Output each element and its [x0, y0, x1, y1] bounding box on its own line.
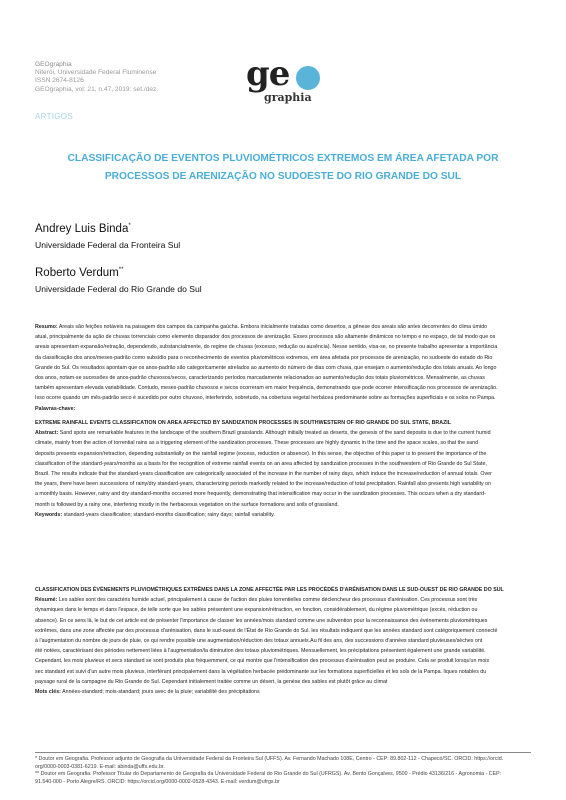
journal-name: GEOgraphia [35, 61, 72, 68]
resume-line: absence). En ce sens là, le but de cet article est de présenter l'importance de classer les années/mois standard comme une subvention pour la reconnaissance des événements pluviométriques [35, 617, 488, 624]
abstract-line: classification of the standard-years/months as a basis for the recognition of extreme rainfall events on an area affected by sandization processes in the southwestern of Rio Grande do Sul State, [35, 460, 487, 467]
footnote-line: 91.540-000 - Porto Alegre/RS. ORCID: https://orcid.org/0000-0002-0528-4343. E-mail: verdum@ufrgs.br [35, 778, 280, 785]
resume-line: à l'augmentation du nombre de jours de pluie, ce qui rendre possible une augmentation/réduction des totaux annuels.Au fil des ans, des successions d'années standard pluvieuses/sèches ont [35, 638, 483, 645]
article-title [50, 150, 516, 186]
resume-line: dynamiques dans le temps et dans l'espace, de telle sorte que les sables présentent une expansion/rétraction, en fonction, considérablement, du régime pluviométrique (excès, réduction ou [35, 607, 478, 614]
resume-line: Résumé: Les sables sont des caractéris humide actuel, principalement à cause de l'action des pluies torrentielles comme déclencheur des processus d'arénisation. Ces processus sont très [35, 597, 478, 604]
resume-line: sec standard est suivi d'un autre mois pluvieux, interférant principalement dans la végétation herbacée prédominante sur les formations superficielles et les sols de la Pampa. liques notables du [35, 668, 487, 675]
resume-line: été notées, caractérisant des périodes nettement liées à l'augmentation/la diminution des totaux pluviométriques. Mensuellement, les précipitations présentent également une grande variabilité. [35, 648, 486, 655]
abstract-line: Abstract: Sand spots are remarkable features in the landscape of the southern Brazil grasslands. Although initially treated as deserts, the genesis of the sand deposits is due to the current humid [35, 430, 491, 437]
resumo-section [35, 322, 531, 414]
section-label: ARTIGOS [35, 112, 73, 121]
footnote-line: ** Doutor em Geografia. Professor Titular do Departamento de Geografia da Universidade Federal do Rio Grande do Sul (UFRGS). Av. Bento Gonçalves, 9500 - Prédio 43136/216 - Agronomia - CEP: [35, 771, 502, 778]
abstract-section [35, 418, 531, 520]
journal-publisher: Niterói, Universidade Federal Fluminense [35, 69, 157, 77]
author-affiliation: Universidade Federal da Fronteira Sul [35, 240, 181, 250]
logo-sub-text: graphia [264, 91, 312, 104]
resume-label: Résumé: [35, 597, 58, 604]
keywords-label: Keywords: [35, 511, 63, 518]
resumo-keywords [35, 404, 531, 414]
author-block-2 [35, 267, 202, 294]
author-name: Andrey Luis Binda* [35, 223, 131, 235]
resumo-line: da classificação dos anos/meses-padrão como subsídio para o reconhecimento de eventos pluviométricos extremos, em área afetada por processos de arenização, no sudoeste do estado do Rio [35, 354, 493, 361]
resumo-line: atual, principalmente da ação de chuvas torrenciais como elemento disparador dos processos de arenização. Esses processos são altamente dinâmicos no tempo e no espaço, de tal modo que os [35, 334, 496, 341]
logo-circle-icon [296, 66, 320, 90]
resumo-line: dos anos, notam-se sucessões de anos-padrão chuvosos/secos, caracterizando períodos marcadamente relacionados ao aumento/redução dos totais pluviométricos. Mensalmente, as chuvas [35, 375, 485, 382]
abstract-heading: EXTREME RAINFALL EVENTS CLASSIFICATION ON AREA AFFECTED BY SANDIZATION PROCESSES IN SOUTHWESTERN OF RIO GRANDE DO SUL STATE, BRAZIL [35, 420, 452, 426]
resume-line: paysage rural de la campagne du Rio Grande do Sul. Cependant initialement traitée comme un désert, la genèse des sables est plutôt grâce au climat [35, 678, 388, 685]
resumo-line: também apresentam elevada variabilidade. Contudo, meses-padrão chuvosos e secos ocorreram em maior frequência, demonstrando que pode ocorrer intensificação nos processos de arenização. [35, 385, 498, 392]
abstract-line: month is followed by a rainy one, interfering mostly in the herbaceous vegetation on the surface formations and soils of grassland. [35, 501, 339, 508]
journal-issn: ISSN 2674-8126 [35, 77, 84, 85]
footnote-line: org/0000-0003-0381-6219. E-mail: abinda@uffs.edu.br. [35, 763, 165, 770]
logo-main-text: ge [246, 54, 290, 94]
resumo-line: Resumo: Areais são feições notáveis na paisagem dos campos da campanha gaúcha. Embora inicialmente tratadas como desertos, a gênese dos areais são antes decorrentes do clima úmido [35, 324, 487, 330]
resumo-line: Isso ocorre quando um mês-padrão seco é sucedido por outro chuvoso, interferindo, sobretudo, na cobertura vegetal herbácea predominante sobre as formações superficiais e os solos no Pampa. [35, 395, 496, 402]
author-mark: * [128, 223, 131, 230]
abstract-keywords: Keywords: standard-years classification; standard-months classification; rainy days; rainfall variability. [35, 511, 275, 518]
author-name: Roberto Verdum** [35, 267, 124, 279]
footnote-line: * Doutor em Geografia. Professor adjunto de Geografia da Universidade Federal da Fronteira Sul (UFFS). Av. Fernando Machado 108E, Centro - CEP: 89.802-112 - Chapecó/SC. ORCID: https://orcid. [35, 756, 504, 762]
abstract-line: Brazil. The results indicate that the standard-years classification are categorically associated of the increase in the number of rainy days, which induce the increase/reduction of annual totals. Over [35, 471, 492, 478]
abstract-line: deposits presents expansion/retraction, depending substantially on the rainfall regime (excess, reduction or absence). In this sense, the objective of this paper is to present the importance of the [35, 450, 487, 457]
resumo-label: Resumo: [35, 324, 58, 330]
journal-volume: GEOgraphia, vol: 21, n.47, 2019: set./dez. [35, 85, 159, 93]
journal-meta [35, 61, 158, 94]
resumo-line: areais apresentam expansão/retração, dependendo, substancialmente, do regime de chuvas (excesso, redução ou ausência). Nesse sentido, visa-se, no presente trabalho apresentar a importância [35, 344, 498, 351]
resume-heading: CLASSIFICATION DES ÉVÉNEMENTS PLUVIOMÉTRIQUES EXTRÊMES DANS LA ZONE AFFECTÉE PAR LES PROCÉDÉS D'ARÉNISATION DANS LE SUD-OUEST DE RIO GRANDE DO SUL [35, 587, 504, 593]
resume-keywords: Mots clés: Années-standard; mois-standard; jours avec de la pluie; variabilité des précipitations [35, 689, 260, 696]
resumo-line: Grande do Sul. Os resultados apontam que os anos-padrão são categoricamente atrelados ao aumento do número de dias com chuva, que ensejam o aumento/redução dos totais anuais. Ao longo [35, 364, 497, 371]
title-line-1: CLASSIFICAÇÃO DE EVENTOS PLUVIOMÉTRICOS EXTREMOS EM ÁREA AFETADA POR [67, 153, 499, 164]
title-line-2: PROCESSOS DE ARENIZAÇÃO NO SUDOESTE DO RIO GRANDE DO SUL [104, 171, 462, 182]
keywords-label: Mots clés: [35, 689, 61, 696]
abstract-label: Abstract: [35, 430, 59, 437]
author-mark: ** [118, 267, 124, 274]
resume-line: extrêmes, dans une zone affectée par des processus d'arénisation, dans le sud-ouest de l'État de Rio Grande do Sul. les résultats indiquent que les années standard sont catégoriquement connecté [35, 627, 498, 634]
footnote-divider [35, 752, 531, 753]
geographia-logo [246, 54, 326, 110]
resume-line: Cependant, les mois pluvieux et secs standard se sont produits plus fréquemment, ce qui montre que l'intensification des processus d'arénisation peut se produire. Cela se produit lorsqu'un mois [35, 658, 490, 665]
resume-fr-section [35, 585, 531, 697]
abstract-line: climate, mainly from the action of torrential rains as a triggering element of the sandization processes. These processes are highly dynamic in the time and the space scales, so that the sand [35, 440, 479, 447]
abstract-line: the years, there have been successions of rainy/dry standard-years, characterizing periods markedly related to the increase/reduction of total precipitation. Rainfall also presents high variability on [35, 481, 492, 488]
keywords-label: Palavras-chave: [35, 405, 76, 412]
author-block-1 [35, 223, 180, 250]
abstract-line: a monthly basis. However, rainy and dry standard-months occurred more frequently, demonstrating that intensification may occur in the sandization processes. This occurs when a dry standard- [35, 491, 486, 498]
author-affiliation: Universidade Federal do Rio Grande do Sul [35, 284, 202, 294]
footnotes [35, 756, 531, 786]
